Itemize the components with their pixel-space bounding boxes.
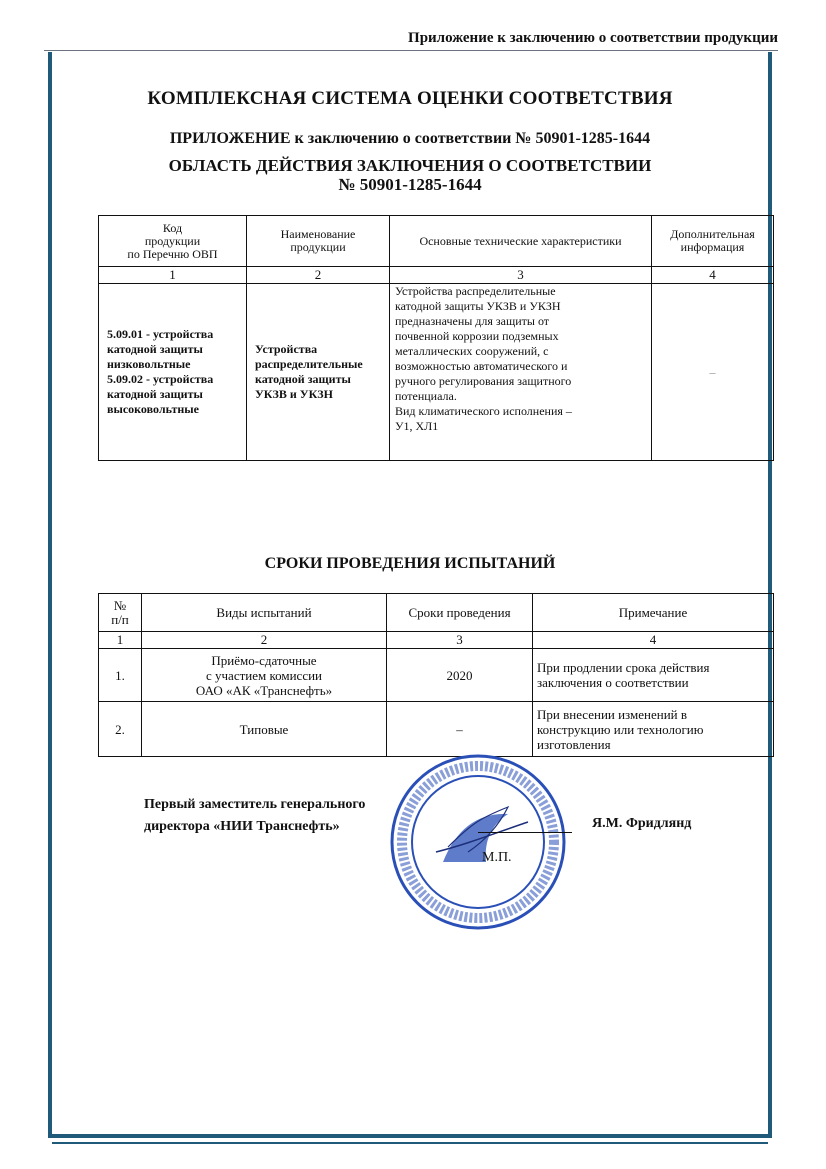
- header-name-l1: Наименование: [280, 227, 356, 241]
- spec-line: почвенной коррозии подземных: [395, 329, 559, 343]
- row-number: 1.: [99, 649, 142, 702]
- signature-line: [478, 832, 572, 833]
- row-number: 2.: [99, 702, 142, 757]
- appendix-line: ПРИЛОЖЕНИЕ к заключению о соответствии № 50901-1285-1644: [169, 130, 651, 147]
- table-row: [99, 702, 774, 757]
- test-type-line: Типовые: [239, 721, 289, 737]
- signer-title: [144, 794, 365, 838]
- note-line: изготовления: [537, 736, 611, 752]
- code-line: катодной защиты: [107, 342, 203, 356]
- header-code: [99, 216, 247, 267]
- name-line: катодной защиты: [255, 372, 351, 386]
- test-note-cell: [533, 649, 774, 702]
- test-type-line: Приёмо-сдаточные: [211, 652, 317, 668]
- document-title: КОМПЛЕКСНАЯ СИСТЕМА ОЦЕНКИ СООТВЕТСТВИЯ: [147, 88, 673, 109]
- header-rule: [44, 50, 778, 51]
- code-line: катодной защиты: [107, 387, 203, 401]
- note-line: конструкцию или технологию: [537, 721, 704, 737]
- spec-line: катодной защиты УКЗВ и УКЗН: [395, 299, 561, 313]
- header-test-note: Примечание: [533, 594, 774, 632]
- signer-name: Я.М. Фридлянд: [592, 816, 692, 831]
- test-type-cell: [142, 702, 387, 757]
- header-specs: Основные технические характеристики: [390, 216, 652, 267]
- header-no: [99, 594, 142, 632]
- tests-table: [98, 593, 774, 757]
- name-line: распределительные: [255, 357, 363, 371]
- test-note-cell: [533, 702, 774, 757]
- test-type-cell: [142, 649, 387, 702]
- note-line: заключения о соответствии: [537, 675, 689, 690]
- header-info-l1: Дополнительная: [670, 227, 755, 241]
- header-name-l2: продукции: [290, 240, 346, 254]
- header-no-l2: п/п: [111, 611, 129, 627]
- test-term-cell: –: [387, 702, 533, 757]
- scope-table: [98, 215, 774, 461]
- code-line: 5.09.02 - устройства: [107, 372, 214, 386]
- product-code-cell: [99, 284, 247, 461]
- note-line: При внесении изменений в: [537, 706, 687, 722]
- spec-line: металлических сооружений, с: [395, 344, 549, 358]
- tests-title: СРОКИ ПРОВЕДЕНИЯ ИСПЫТАНИЙ: [264, 555, 556, 572]
- tests-header-row: [99, 594, 774, 632]
- scope-header-row: [99, 216, 774, 267]
- column-number: 2: [247, 267, 390, 284]
- test-type-line: с участием комиссии: [205, 667, 323, 683]
- header-test-types: Виды испытаний: [142, 594, 387, 632]
- code-line: 5.09.01 - устройства: [107, 327, 214, 341]
- product-name-cell: [247, 284, 390, 461]
- test-type-line: ОАО «АК «Транснефть»: [195, 682, 333, 698]
- header-code-l1: Код: [162, 220, 183, 235]
- official-seal: [388, 752, 568, 932]
- code-line: низковольтные: [107, 357, 191, 371]
- column-number: 4: [533, 632, 774, 649]
- header-code-l2: продукции: [144, 233, 201, 248]
- spec-line: предназначены для защиты от: [395, 314, 550, 328]
- note-line: При продлении срока действия: [537, 660, 710, 675]
- scope-number: № 50901-1285-1644: [338, 175, 482, 194]
- name-line: УКЗВ и УКЗН: [255, 387, 333, 401]
- frame-bottom-rule: [52, 1142, 768, 1144]
- spec-line: У1, ХЛ1: [395, 419, 439, 433]
- header-name: [247, 216, 390, 267]
- header-code-l3: по Перечню ОВП: [127, 246, 218, 261]
- stamp-label: М.П.: [482, 850, 512, 865]
- column-number: 3: [390, 267, 652, 284]
- signer-line: директора «НИИ Транснефть»: [144, 819, 340, 834]
- column-number: 2: [142, 632, 387, 649]
- scope-title: [60, 156, 760, 194]
- spec-line: Вид климатического исполнения –: [395, 404, 572, 418]
- tests-number-row: [99, 632, 774, 649]
- spec-line: ручного регулирования защитного: [395, 374, 572, 388]
- table-row: [99, 649, 774, 702]
- additional-info-cell: –: [652, 284, 774, 461]
- spec-line: Устройства распределительные: [395, 284, 556, 298]
- header-note: Приложение к заключению о соответствии продукции: [408, 30, 778, 46]
- header-info-l2: информация: [680, 240, 745, 254]
- signer-line: Первый заместитель генерального: [144, 797, 366, 812]
- spec-line: возможностью автоматического и: [395, 359, 568, 373]
- scope-data-row: [99, 284, 774, 461]
- column-number: 1: [99, 632, 142, 649]
- spec-line: потенциала.: [395, 389, 457, 403]
- scope-title-text: ОБЛАСТЬ ДЕЙСТВИЯ ЗАКЛЮЧЕНИЯ О СООТВЕТСТВИИ: [168, 156, 652, 175]
- header-test-terms: Сроки проведения: [387, 594, 533, 632]
- column-number: 4: [652, 267, 774, 284]
- name-line: Устройства: [255, 342, 318, 356]
- header-info: [652, 216, 774, 267]
- product-specs-cell: [390, 284, 652, 461]
- scope-number-row: [99, 267, 774, 284]
- column-number: 3: [387, 632, 533, 649]
- column-number: 1: [99, 267, 247, 284]
- test-term-cell: 2020: [387, 649, 533, 702]
- header-no-l1: №: [113, 597, 127, 613]
- code-line: высоковольтные: [107, 402, 199, 416]
